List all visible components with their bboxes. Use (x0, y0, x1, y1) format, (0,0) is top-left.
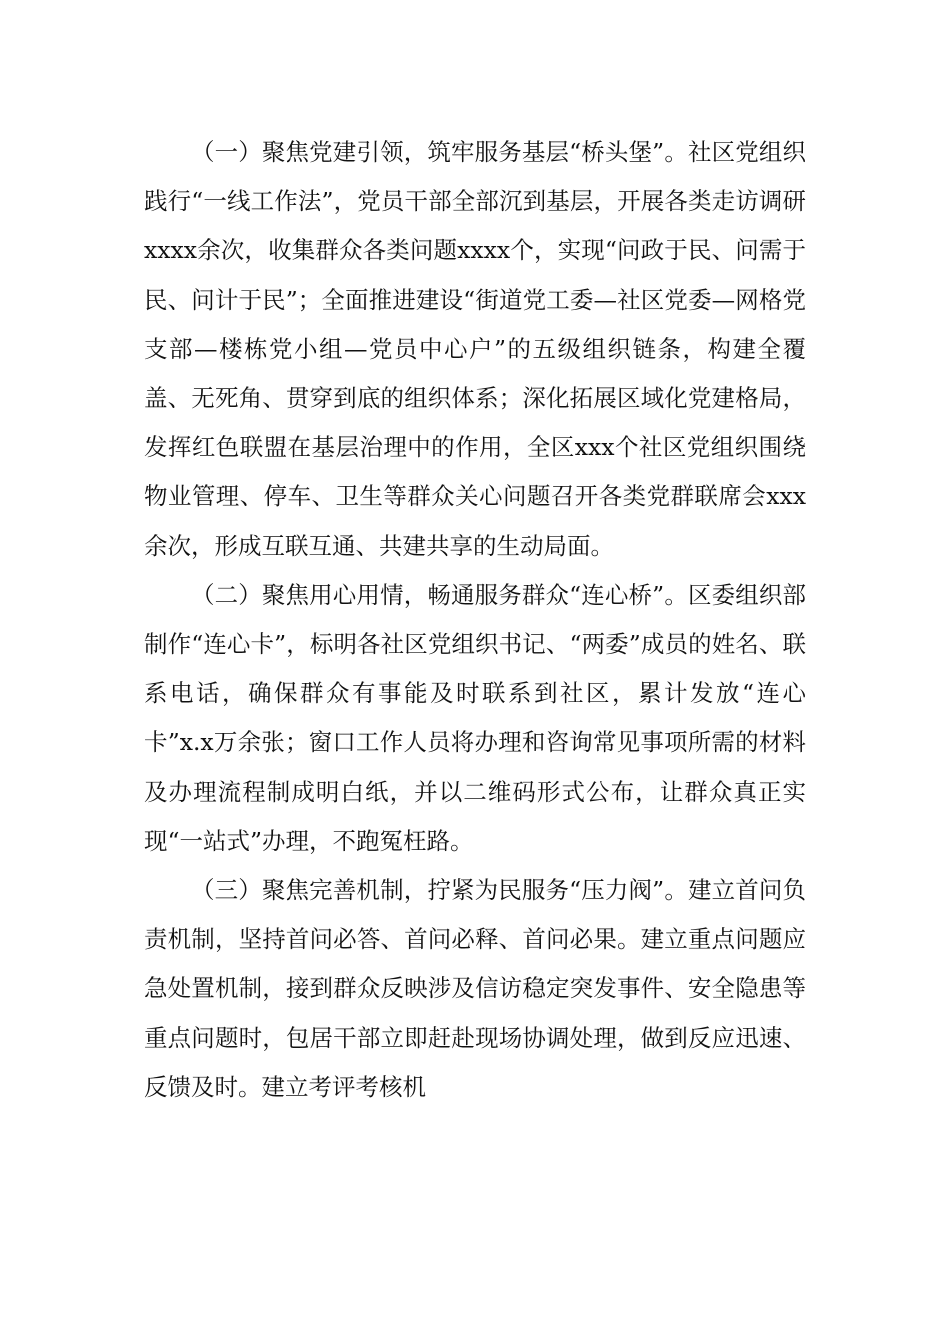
paragraph-2: （二）聚焦用心用情，畅通服务群众“连心桥”。区委组织部制作“连心卡”，标明各社区党组织书记、“两委”成员的姓名、联系电话，确保群众有事能及时联系到社区，累计发放“连心卡”x.x万余张；窗口工作人员将办理和咨询常见事项所需的材料及办理流程制成明白纸，并以二维码形式公布，让群众真正实现“一站式”办理，不跑冤枉路。 (144, 580, 806, 855)
document-body (144, 128, 806, 1112)
paragraph-1: （一）聚焦党建引领，筑牢服务基层“桥头堡”。社区党组织践行“一线工作法”，党员干部全部沉到基层，开展各类走访调研xxxx余次，收集群众各类问题xxxx个，实现“问政于民、问需于民、问计于民”；全面推进建设“街道党工委—社区党委—网格党支部—楼栋党小组—党员中心户”的五级组织链条，构建全覆盖、无死角、贯穿到底的组织体系；深化拓展区域化党建格局，发挥红色联盟在基层治理中的作用，全区xxx个社区党组织围绕物业管理、停车、卫生等群众关心问题召开各类党群联席会xxx余次，形成互联互通、共建共享的生动局面。 (144, 138, 806, 560)
paragraph-3: （三）聚焦完善机制，拧紧为民服务“压力阀”。建立首问负责机制，坚持首问必答、首问必释、首问必果。建立重点问题应急处置机制，接到群众反映涉及信访稳定突发事件、安全隐患等重点问题时，包居干部立即赶赴现场协调处理，做到反应迅速、反馈及时。建立考评考核机 (144, 876, 806, 1101)
